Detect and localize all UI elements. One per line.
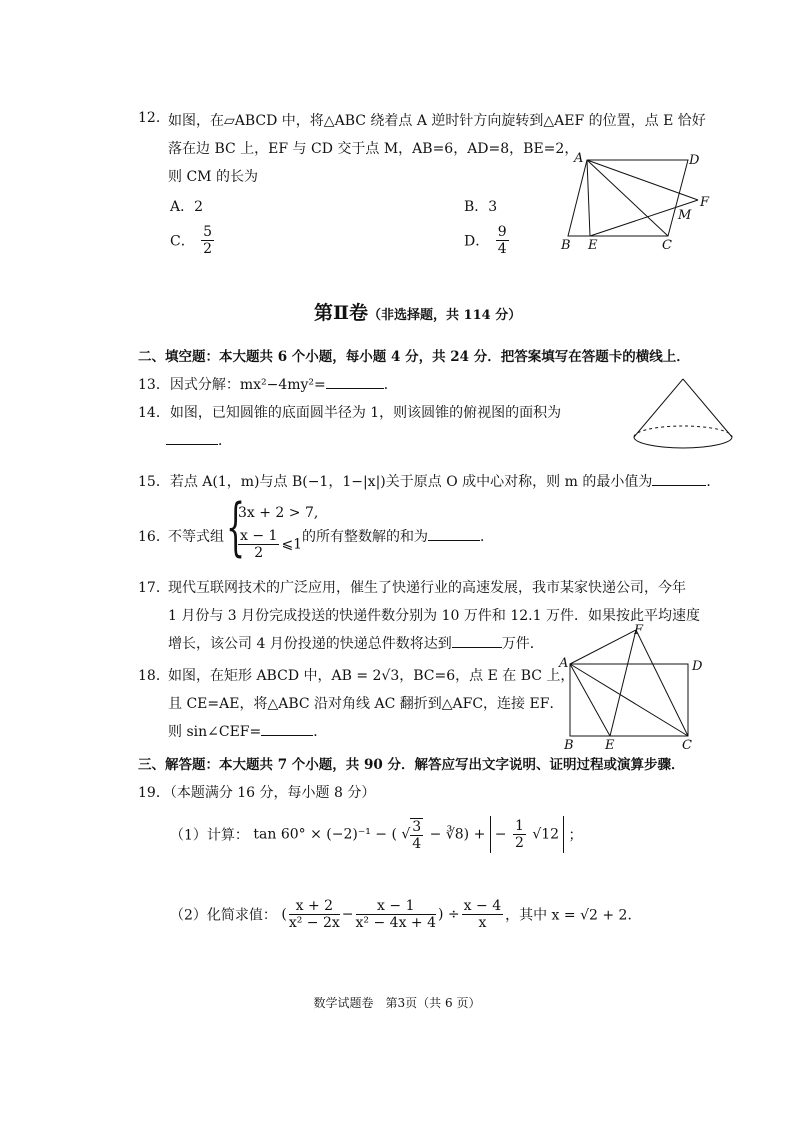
q12-label-m: M [678,208,692,223]
q18-label-b: B [564,738,574,752]
q17-line2: 1 月份与 3 月份完成投送的快递件数分别为 10 万件和 12.1 万件．如果按此平均速度 [168,608,700,624]
q16-ineq2: $\frac{x - 1}{2}$ ⩽1 [240,528,303,562]
q12-figure [552,148,722,256]
part2-heading: 二、填空题：本大题共 6 个小题，每小题 4 分，共 24 分．把答案填写在答题卡的横线上． [138,349,690,365]
q16-number: 16． [138,529,170,545]
q12-label-a: A [574,151,584,166]
q19-header: 19．（本题满分 16 分，每小题 8 分） [138,785,376,801]
section-title: 第Ⅱ卷（非选择题，共 114 分） [314,302,522,324]
q18-line1: 如图，在矩形 ABCD 中，AB = 2√3，BC=6，点 E 在 BC 上， [168,668,575,684]
q14-line1: 14．如图，已知圆锥的底面圆半径为 1，则该圆锥的俯视图的面积为 [138,405,562,421]
q18-label-d: D [692,659,703,674]
q13: 13．因式分解：mx²−4my²= ． [138,374,398,394]
q19-part2: （2）化简求值： ( $\frac{x + 2}{\text{x² − 2x}}$ − $\frac{x - 1}{\text{x² − 4x + 4}}$ ) ÷ $\frac{x - 4}{x}$ ，其中 x = √2 + 2． [170,898,642,932]
q12-option-b: B．3 [464,199,498,215]
q18-line3: 则 sin∠CEF= ． [168,721,327,741]
q19-part1: （1）计算： tan 60° × (−2)⁻¹ − ( √ $\frac{3}{4}$ − ∛8) + − $\frac{1}{2}$ √12 ； [170,818,583,852]
q18-number: 18． [138,668,170,684]
q16-blank [428,526,480,541]
q16-brace: { [226,491,246,566]
q18-label-f: F [634,623,644,638]
q12-option-d: D． $\frac{9}{4}$ [464,224,507,258]
q12-line1: 如图，在▱ABCD 中，将△ABC 绕着点 A 逆时针方向旋转到△AEF 的位置，点 E 恰好 [168,113,706,129]
q17-line3: 增长，该公司 4 月份投递的快递总件数将达到 万件． [168,633,544,653]
page-footer: 数学试题卷 第3页（共 6 页） [313,996,481,1010]
q14-cone-figure [628,375,738,457]
q17-number: 17． [138,580,170,596]
q17-line1: 现代互联网技术的广泛应用，催生了快递行业的高速发展，我市某家快递公司，今年 [168,580,686,596]
q18-label-c: C [682,738,692,752]
q12-label-d: D [689,153,700,168]
q12-line3: 则 CM 的长为 [168,169,258,185]
part3-heading: 三、解答题：本大题共 7 个小题，共 90 分．解答应写出文字说明、证明过程或演算步骤． [138,757,685,773]
q18-figure [556,620,726,752]
q15-blank [652,471,706,486]
q12-option-c: C． $\frac{5}{2}$ [170,224,213,258]
q17-blank [452,633,502,648]
q14-line2: ． [166,430,232,450]
q12-label-f: F [700,195,710,210]
q12-line2: 落在边 BC 上，EF 与 CD 交于点 M，AB=6，AD=8，BE=2， [168,141,579,157]
q12-label-c: C [662,238,672,253]
q16-ineq1: 3x + 2 > 7, [238,505,319,521]
q16-suffix: 的所有整数解的和为 ． [302,526,494,546]
q12-label-b: B [561,238,571,253]
q18-label-a: A [559,656,569,671]
q15: 15．若点 A(1，m)与点 B(−1，1−|x|)关于原点 O 成中心对称，则 m 的最小值为 ． [138,471,720,491]
q14-blank [166,430,218,445]
q12-label-e: E [588,238,598,253]
q18-line2: 且 CE=AE，将△ABC 沿对角线 AC 翻折到△AFC，连接 EF． [168,696,564,712]
q13-blank [326,374,384,389]
q12-option-a: A．2 [170,199,204,215]
q12-number: 12. [138,110,161,126]
q18-label-e: E [605,738,615,752]
q16-prefix: 不等式组 [168,529,224,545]
q18-blank [261,721,313,736]
